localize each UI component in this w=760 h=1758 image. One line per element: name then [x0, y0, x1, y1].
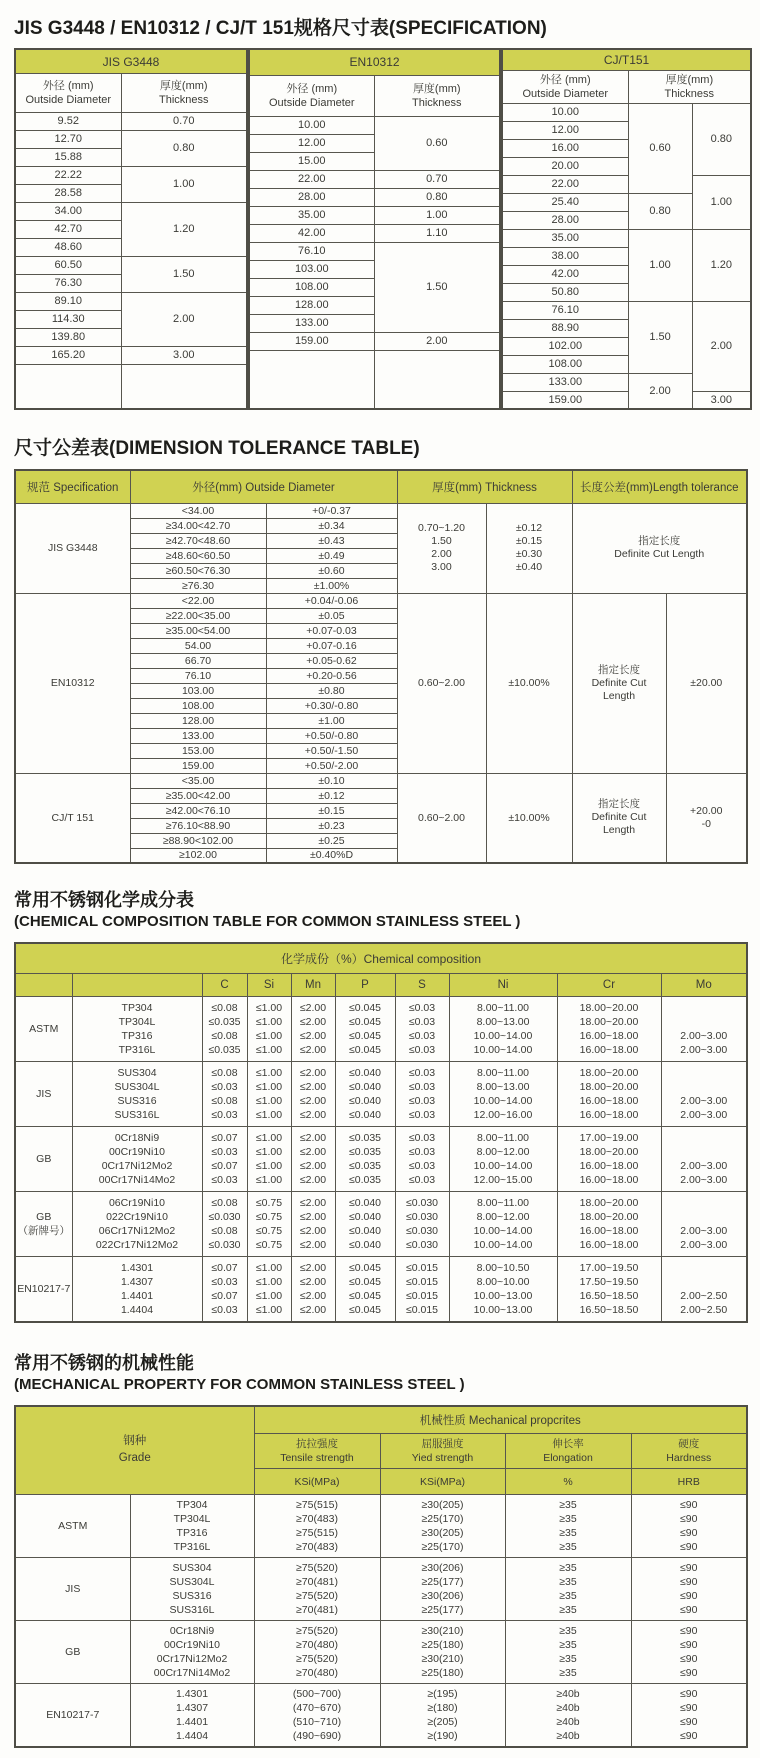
col-header-hardness: 硬度 Hardness	[631, 1434, 747, 1469]
cell: 18.00~20.00 18.00~20.00 16.00~18.00 16.00~18.00	[557, 1191, 661, 1256]
cell: ±0.80	[266, 683, 397, 698]
cell: ±0.40%D	[266, 848, 397, 863]
cell: ≥75(520) ≥70(481) ≥75(520) ≥70(481)	[254, 1558, 380, 1621]
cell: 153.00	[130, 743, 266, 758]
col-header-thickness: 厚度(mm) Thickness	[121, 74, 247, 113]
cell: <22.00	[130, 593, 266, 608]
cell: ±10.00%	[486, 593, 572, 773]
col-header-si: Si	[247, 973, 291, 996]
mechanical-property-table	[14, 1405, 748, 1749]
cell: 38.00	[502, 247, 628, 265]
cell: 10.00	[249, 116, 374, 134]
cell: 108.00	[502, 355, 628, 373]
col-header-outside-diameter: 外径 (mm) Outside Diameter	[502, 70, 628, 103]
cell: ≥88.90<102.00	[130, 833, 266, 848]
cell	[249, 350, 374, 409]
tolerance-table-title: 尺寸公差表(DIMENSION TOLERANCE TABLE)	[14, 438, 420, 459]
col-header-outside-diameter: 外径(mm) Outside Diameter	[130, 470, 397, 503]
col-header-length-tolerance: 长度公差(mm)Length tolerance	[572, 470, 747, 503]
col-header-p: P	[335, 973, 395, 996]
col-header-specification: 规范 Specification	[15, 470, 130, 503]
col-header-thickness: 厚度(mm) Thickness	[374, 75, 500, 116]
cell: 165.20	[15, 346, 121, 364]
cell: +0.04/-0.06	[266, 593, 397, 608]
col-header-mo: Mo	[661, 973, 747, 996]
chemical-composition-table	[14, 942, 748, 1323]
cell: ≤2.00 ≤2.00 ≤2.00 ≤2.00	[291, 1191, 335, 1256]
cell: ≤1.00 ≤1.00 ≤1.00 ≤1.00	[247, 1061, 291, 1126]
cell: 指定长度 Definite Cut Length	[572, 593, 666, 773]
cell: ≥(195) ≥(180) ≥(205) ≥(190)	[380, 1684, 505, 1748]
cell: ≥48.60<60.50	[130, 548, 266, 563]
unit-tensile: KSi(MPa)	[254, 1469, 380, 1495]
cell: 103.00	[130, 683, 266, 698]
cell: 76.10	[130, 668, 266, 683]
cell: <35.00	[130, 773, 266, 788]
cell: ≥34.00<42.70	[130, 518, 266, 533]
cell: ≤90 ≤90 ≤90 ≤90	[631, 1558, 747, 1621]
cell: 1.4301 1.4307 1.4401 1.4404	[130, 1684, 254, 1748]
cell: 0.70	[121, 112, 247, 130]
cell: 0.80	[374, 188, 500, 206]
cell: 1.50	[121, 256, 247, 292]
cell: ±10.00%	[486, 773, 572, 863]
cell: +0.07-0.03	[266, 623, 397, 638]
cell: 1.20	[692, 229, 751, 301]
cell: 1.10	[374, 224, 500, 242]
cell: 0.80	[121, 130, 247, 166]
cell: ≥35.00<42.00	[130, 788, 266, 803]
chemical-title-cn: 常用不锈钢化学成分表	[14, 890, 194, 910]
mechanical-table-title	[14, 1351, 746, 1395]
cell: 12.00	[249, 134, 374, 152]
cell: 1.50	[628, 301, 692, 373]
cell: 12.70	[15, 130, 121, 148]
blank-header-cell	[15, 973, 72, 996]
cell: 34.00	[15, 202, 121, 220]
spec-subtable-jis-g3448	[14, 48, 248, 410]
col-header-cr: Cr	[557, 973, 661, 996]
cell: 0.70~1.20 1.50 2.00 3.00	[397, 503, 486, 593]
cell: ±0.60	[266, 563, 397, 578]
cell: 108.00	[249, 278, 374, 296]
cell: ≤1.00 ≤1.00 ≤1.00 ≤1.00	[247, 996, 291, 1061]
section-header: CJ/T151	[502, 49, 751, 70]
cell: 25.40	[502, 193, 628, 211]
cell: ±1.00	[266, 713, 397, 728]
cell: 0.60	[374, 116, 500, 170]
cell: ±0.15	[266, 803, 397, 818]
cell: ±0.12 ±0.15 ±0.30 ±0.40	[486, 503, 572, 593]
col-header-tensile-strength: 抗拉强度 Tensile strength	[254, 1434, 380, 1469]
cell: ≤2.00 ≤2.00 ≤2.00 ≤2.00	[291, 1061, 335, 1126]
cell: ≤90 ≤90 ≤90 ≤90	[631, 1495, 747, 1558]
cell: +0/-0.37	[266, 503, 397, 518]
cell: ≥76.30	[130, 578, 266, 593]
cell: 60.50	[15, 256, 121, 274]
cell: ≤90 ≤90 ≤90 ≤90	[631, 1621, 747, 1684]
cell: ≤0.07 ≤0.03 ≤0.07 ≤0.03	[202, 1256, 247, 1322]
cell: GB	[15, 1621, 130, 1684]
cell: ≤0.015 ≤0.015 ≤0.015 ≤0.015	[395, 1256, 449, 1322]
cell: 3.00	[121, 346, 247, 364]
cell: SUS304 SUS304L SUS316 SUS316L	[130, 1558, 254, 1621]
cell: 2.00~3.00 2.00~3.00	[661, 1126, 747, 1191]
cell: ≥75(520) ≥70(480) ≥75(520) ≥70(480)	[254, 1621, 380, 1684]
cell: +0.50/-1.50	[266, 743, 397, 758]
cell: 28.58	[15, 184, 121, 202]
cell: 9.52	[15, 112, 121, 130]
col-header-outside-diameter: 外径 (mm) Outside Diameter	[15, 74, 121, 113]
cell: +0.50/-2.00	[266, 758, 397, 773]
cell: ±0.34	[266, 518, 397, 533]
cell: ≥42.70<48.60	[130, 533, 266, 548]
cell: +0.50/-0.80	[266, 728, 397, 743]
cell: 128.00	[130, 713, 266, 728]
cell: ±0.12	[266, 788, 397, 803]
cell: 1.50	[374, 242, 500, 332]
cell: ≥76.10<88.90	[130, 818, 266, 833]
cell: ≤0.08 ≤0.03 ≤0.08 ≤0.03	[202, 1061, 247, 1126]
cell: ≥75(515) ≥70(483) ≥75(515) ≥70(483)	[254, 1495, 380, 1558]
cell: TP304 TP304L TP316 TP316L	[72, 996, 202, 1061]
unit-yield: KSi(MPa)	[380, 1469, 505, 1495]
cell: 17.00~19.00 18.00~20.00 16.00~18.00 16.00~18.00	[557, 1126, 661, 1191]
cell: 1.00	[628, 229, 692, 301]
cell: 133.00	[502, 373, 628, 391]
cell: EN10217-7	[15, 1256, 72, 1322]
cell: (500~700) (470~670) (510~710) (490~690)	[254, 1684, 380, 1748]
col-header-s: S	[395, 973, 449, 996]
cell: 0Cr18Ni9 00Cr19Ni10 0Cr17Ni12Mo2 00Cr17Ni14Mo2	[130, 1621, 254, 1684]
col-header-ni: Ni	[449, 973, 557, 996]
cell: 0.70	[374, 170, 500, 188]
cell: GB	[15, 1126, 72, 1191]
cell: 159.00	[502, 391, 628, 409]
cell: 18.00~20.00 18.00~20.00 16.00~18.00 16.00~18.00	[557, 996, 661, 1061]
cell: ±0.05	[266, 608, 397, 623]
cell: ≥35 ≥35 ≥35 ≥35	[505, 1621, 631, 1684]
cell	[374, 350, 500, 409]
cell: ≤0.08 ≤0.030 ≤0.08 ≤0.030	[202, 1191, 247, 1256]
cell: ≥35.00<54.00	[130, 623, 266, 638]
cell: ±0.10	[266, 773, 397, 788]
cell: 108.00	[130, 698, 266, 713]
cell: ≤0.03 ≤0.03 ≤0.03 ≤0.03	[395, 1061, 449, 1126]
cell: 2.00~3.00 2.00~3.00	[661, 1191, 747, 1256]
cell: JIS	[15, 1558, 130, 1621]
cell: GB （新牌号）	[15, 1191, 72, 1256]
cell: 76.10	[249, 242, 374, 260]
cell: +0.07-0.16	[266, 638, 397, 653]
cell: 2.00~3.00 2.00~3.00	[661, 1061, 747, 1126]
cell: 8.00~11.00 8.00~12.00 10.00~14.00 10.00~14.00	[449, 1191, 557, 1256]
cell: ≥40b ≥40b ≥40b ≥40b	[505, 1684, 631, 1748]
cell: ≤0.03 ≤0.03 ≤0.03 ≤0.03	[395, 1126, 449, 1191]
cell: ≥42.00<76.10	[130, 803, 266, 818]
cell: ≤0.040 ≤0.040 ≤0.040 ≤0.040	[335, 1191, 395, 1256]
cell: ASTM	[15, 996, 72, 1061]
cell: 指定长度 Definite Cut Length	[572, 503, 747, 593]
cell	[15, 364, 121, 409]
cell: 18.00~20.00 18.00~20.00 16.00~18.00 16.00~18.00	[557, 1061, 661, 1126]
cell: 76.10	[502, 301, 628, 319]
cell: ±0.25	[266, 833, 397, 848]
mechanical-title-en: (MECHANICAL PROPERTY FOR COMMON STAINLESS STEEL )	[14, 1375, 465, 1393]
cell: 8.00~10.50 8.00~10.00 10.00~13.00 10.00~13.00	[449, 1256, 557, 1322]
cell: 22.00	[249, 170, 374, 188]
unit-hardness: HRB	[631, 1469, 747, 1495]
col-header-mn: Mn	[291, 973, 335, 996]
specification-table	[14, 48, 746, 410]
cell: EN10217-7	[15, 1684, 130, 1748]
cell: 20.00	[502, 157, 628, 175]
col-header-c: C	[202, 973, 247, 996]
cell: 22.00	[502, 175, 628, 193]
cell: 0Cr18Ni9 00Cr19Ni10 0Cr17Ni12Mo2 00Cr17Ni14Mo2	[72, 1126, 202, 1191]
cell: 8.00~11.00 8.00~13.00 10.00~14.00 10.00~14.00	[449, 996, 557, 1061]
cell: ≤0.03 ≤0.03 ≤0.03 ≤0.03	[395, 996, 449, 1061]
col-header-elongation: 伸长率 Elongation	[505, 1434, 631, 1469]
cell: EN10312	[15, 593, 130, 773]
cell: ≥30(205) ≥25(170) ≥30(205) ≥25(170)	[380, 1495, 505, 1558]
cell: 133.00	[249, 314, 374, 332]
cell: +0.30/-0.80	[266, 698, 397, 713]
cell: 42.00	[249, 224, 374, 242]
cell: 114.30	[15, 310, 121, 328]
cell: ≤0.045 ≤0.045 ≤0.045 ≤0.045	[335, 1256, 395, 1322]
cell: 2.00~2.50 2.00~2.50	[661, 1256, 747, 1322]
cell: ASTM	[15, 1495, 130, 1558]
dimension-tolerance-table	[14, 469, 748, 864]
col-header-outside-diameter: 外径 (mm) Outside Diameter	[249, 75, 374, 116]
cell: 10.00	[502, 103, 628, 121]
cell: 3.00	[692, 391, 751, 409]
cell: ≤1.00 ≤1.00 ≤1.00 ≤1.00	[247, 1256, 291, 1322]
cell: ≤2.00 ≤2.00 ≤2.00 ≤2.00	[291, 996, 335, 1061]
cell: 1.20	[121, 202, 247, 256]
cell: 88.90	[502, 319, 628, 337]
cell: ±1.00%	[266, 578, 397, 593]
cell: 48.60	[15, 238, 121, 256]
col-header-thickness: 厚度(mm) Thickness	[628, 70, 751, 103]
col-header-grade: 钢种 Grade	[15, 1406, 254, 1495]
cell: JIS G3448	[15, 503, 130, 593]
cell: 16.00	[502, 139, 628, 157]
spec-table-title: JIS G3448 / EN10312 / CJ/T 151规格尺寸表(SPECIFICATION)	[14, 18, 547, 39]
cell: CJ/T 151	[15, 773, 130, 863]
cell: 指定长度 Definite Cut Length	[572, 773, 666, 863]
spec-subtable-cjt151	[501, 48, 752, 410]
cell: ≥60.50<76.30	[130, 563, 266, 578]
cell: 06Cr19Ni10 022Cr19Ni10 06Cr17Ni12Mo2 022Cr17Ni12Mo2	[72, 1191, 202, 1256]
cell	[121, 364, 247, 409]
cell: 2.00	[121, 292, 247, 346]
cell: 66.70	[130, 653, 266, 668]
cell: ±0.49	[266, 548, 397, 563]
section-header: JIS G3448	[15, 49, 247, 74]
cell: SUS304 SUS304L SUS316 SUS316L	[72, 1061, 202, 1126]
spec-subtable-en10312	[248, 48, 501, 410]
chemical-composition-header: 化学成份（%）Chemical composition	[15, 943, 747, 973]
cell: +0.05-0.62	[266, 653, 397, 668]
cell: ≥30(206) ≥25(177) ≥30(206) ≥25(177)	[380, 1558, 505, 1621]
cell: 28.00	[249, 188, 374, 206]
cell: ≤2.00 ≤2.00 ≤2.00 ≤2.00	[291, 1256, 335, 1322]
unit-elongation: %	[505, 1469, 631, 1495]
cell: ≥35 ≥35 ≥35 ≥35	[505, 1495, 631, 1558]
cell: ≤0.08 ≤0.035 ≤0.08 ≤0.035	[202, 996, 247, 1061]
cell: ±0.43	[266, 533, 397, 548]
cell: 54.00	[130, 638, 266, 653]
cell: ≤2.00 ≤2.00 ≤2.00 ≤2.00	[291, 1126, 335, 1191]
cell: 133.00	[130, 728, 266, 743]
cell: 1.00	[374, 206, 500, 224]
cell: +0.20-0.56	[266, 668, 397, 683]
cell: ≥22.00<35.00	[130, 608, 266, 623]
cell: +20.00 -0	[666, 773, 747, 863]
cell: 102.00	[502, 337, 628, 355]
cell: ≥102.00	[130, 848, 266, 863]
cell: ≤0.030 ≤0.030 ≤0.030 ≤0.030	[395, 1191, 449, 1256]
cell: 2.00	[374, 332, 500, 350]
cell: 159.00	[249, 332, 374, 350]
cell: 76.30	[15, 274, 121, 292]
cell: 2.00	[628, 373, 692, 409]
cell: ±0.23	[266, 818, 397, 833]
cell: 0.80	[628, 193, 692, 229]
cell: 42.70	[15, 220, 121, 238]
cell: 8.00~11.00 8.00~13.00 10.00~14.00 12.00~16.00	[449, 1061, 557, 1126]
cell: 139.80	[15, 328, 121, 346]
cell: 0.80	[692, 103, 751, 175]
blank-header-cell	[72, 973, 202, 996]
chemical-table-title	[14, 888, 746, 932]
cell: ±20.00	[666, 593, 747, 773]
section-header: EN10312	[249, 49, 500, 75]
cell: 15.88	[15, 148, 121, 166]
cell: 0.60~2.00	[397, 773, 486, 863]
cell: ≤0.75 ≤0.75 ≤0.75 ≤0.75	[247, 1191, 291, 1256]
cell: ≤0.045 ≤0.045 ≤0.045 ≤0.045	[335, 996, 395, 1061]
cell: ≤0.040 ≤0.040 ≤0.040 ≤0.040	[335, 1061, 395, 1126]
cell: 28.00	[502, 211, 628, 229]
cell: <34.00	[130, 503, 266, 518]
cell: 1.4301 1.4307 1.4401 1.4404	[72, 1256, 202, 1322]
mechanical-title-cn: 常用不锈钢的机械性能	[14, 1352, 194, 1373]
cell: 17.00~19.50 17.50~19.50 16.50~18.50 16.50~18.50	[557, 1256, 661, 1322]
cell: 42.00	[502, 265, 628, 283]
cell: 8.00~11.00 8.00~12.00 10.00~14.00 12.00~15.00	[449, 1126, 557, 1191]
cell: 2.00~3.00 2.00~3.00	[661, 996, 747, 1061]
cell: JIS	[15, 1061, 72, 1126]
mechanical-properties-header: 机械性质 Mechanical propcrites	[254, 1406, 747, 1434]
cell: 12.00	[502, 121, 628, 139]
cell: 0.60~2.00	[397, 593, 486, 773]
cell: ≤1.00 ≤1.00 ≤1.00 ≤1.00	[247, 1126, 291, 1191]
cell: 2.00	[692, 301, 751, 391]
cell: 35.00	[249, 206, 374, 224]
cell: 0.60	[628, 103, 692, 193]
col-header-thickness: 厚度(mm) Thickness	[397, 470, 572, 503]
chemical-title-en: (CHEMICAL COMPOSITION TABLE FOR COMMON STAINLESS STEEL )	[14, 913, 521, 930]
cell: 22.22	[15, 166, 121, 184]
cell: 89.10	[15, 292, 121, 310]
cell: 1.00	[121, 166, 247, 202]
cell: 159.00	[130, 758, 266, 773]
cell: 1.00	[692, 175, 751, 229]
cell: ≥30(210) ≥25(180) ≥30(210) ≥25(180)	[380, 1621, 505, 1684]
cell: ≤0.07 ≤0.03 ≤0.07 ≤0.03	[202, 1126, 247, 1191]
cell: 50.80	[502, 283, 628, 301]
cell: 128.00	[249, 296, 374, 314]
cell: 103.00	[249, 260, 374, 278]
cell: 35.00	[502, 229, 628, 247]
cell: ≤90 ≤90 ≤90 ≤90	[631, 1684, 747, 1748]
col-header-yield-strength: 屈服强度 Yied strength	[380, 1434, 505, 1469]
cell: ≤0.035 ≤0.035 ≤0.035 ≤0.035	[335, 1126, 395, 1191]
cell: TP304 TP304L TP316 TP316L	[130, 1495, 254, 1558]
cell: 15.00	[249, 152, 374, 170]
cell: ≥35 ≥35 ≥35 ≥35	[505, 1558, 631, 1621]
